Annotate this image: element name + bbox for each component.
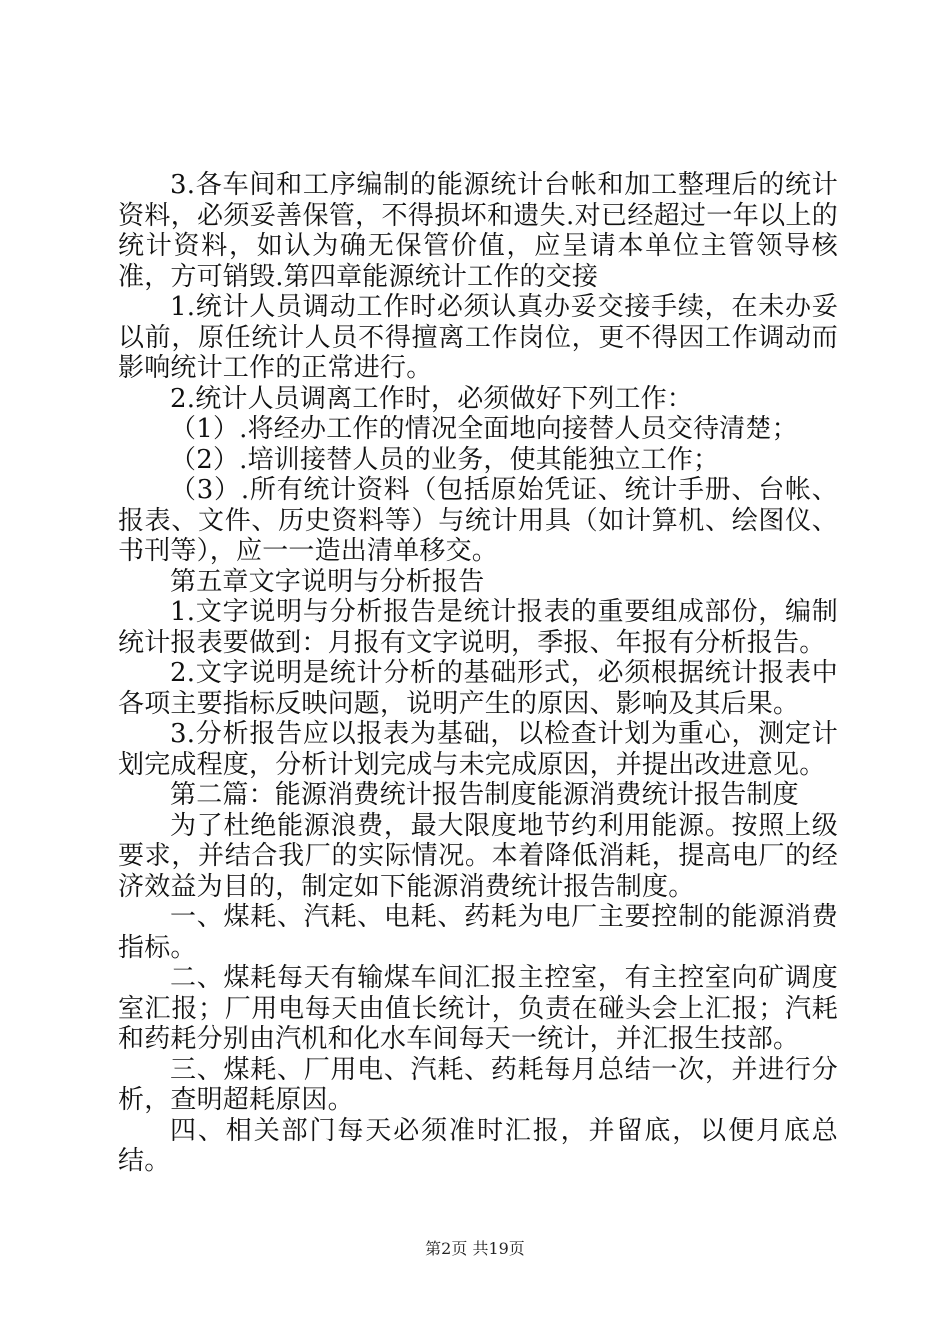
paragraph-item-3: 三、煤耗、厂用电、汽耗、药耗每月总结一次，并进行分析，查明超耗原因。 xyxy=(118,1054,838,1115)
paragraph-handover-procedure: 1.统计人员调动工作时必须认真办妥交接手续，在未办妥以前，原任统计人员不得擅离工作岗位，更不得因工作调动而影响统计工作的正常进行。 xyxy=(118,292,838,383)
paragraph-duty-1: （1）.将经办工作的情况全面地向接替人员交待清楚； xyxy=(170,414,798,444)
paragraph-handover-duties: 2.统计人员调离工作时，必须做好下列工作： xyxy=(170,383,694,414)
paragraph-duty-3: （3）.所有统计资料（包括原始凭证、统计手册、台帐、报表、文件、历史资料等）与统计用具（如计算机、绘图仪、书刊等），应一一造出清单移交。 xyxy=(118,475,838,566)
part-two-heading: 第二篇：能源消费统计报告制度能源消费统计报告制度 xyxy=(170,780,799,810)
paragraph-item-4: 四、相关部门每天必须准时汇报，并留底，以便月底总结。 xyxy=(118,1115,838,1176)
chapter-five-heading: 第五章文字说明与分析报告 xyxy=(170,566,485,597)
page-number-footer: 第2页 共19页 xyxy=(425,1239,525,1258)
paragraph-report-requirement: 1.文字说明与分析报告是统计报表的重要组成部份，编制统计报表要做到：月报有文字说明，季报、年报有分析报告。 xyxy=(118,597,838,658)
paragraph-archive-retention: 3.各车间和工序编制的能源统计台帐和加工整理后的统计资料，必须妥善保管，不得损坏和遗失.对已经超过一年以上的统计资料，如认为确无保管价值，应呈请本单位主管领导核准，方可销毁.第四章能源统计工作的交接 xyxy=(118,170,838,292)
document-body xyxy=(118,170,838,1177)
paragraph-purpose: 为了杜绝能源浪费，最大限度地节约利用能源。按照上级要求，并结合我厂的实际情况。本着降低消耗，提高电厂的经济效益为目的，制定如下能源消费统计报告制度。 xyxy=(118,810,838,902)
paragraph-item-2: 二、煤耗每天有输煤车间汇报主控室，有主控室向矿调度室汇报；厂用电每天由值长统计，负责在碰头会上汇报；汽耗和药耗分别由汽机和化水车间每天一统计，并汇报生技部。 xyxy=(118,963,838,1054)
paragraph-duty-2: （2）.培训接替人员的业务，使其能独立工作； xyxy=(170,444,720,475)
paragraph-analysis-report: 3.分析报告应以报表为基础，以检查计划为重心，测定计划完成程度，分析计划完成与未完成原因，并提出改进意见。 xyxy=(118,719,838,780)
paragraph-text-explanation: 2.文字说明是统计分析的基础形式，必须根据统计报表中各项主要指标反映问题，说明产生的原因、影响及其后果。 xyxy=(118,658,838,719)
paragraph-item-1: 一、煤耗、汽耗、电耗、药耗为电厂主要控制的能源消费指标。 xyxy=(118,902,838,963)
